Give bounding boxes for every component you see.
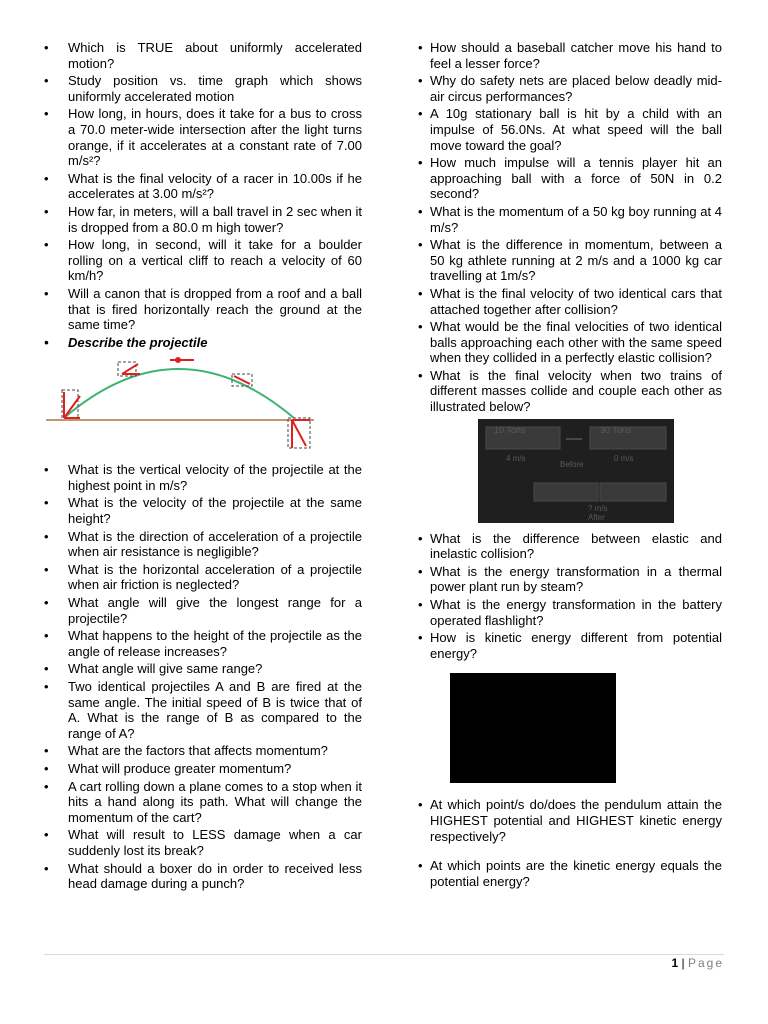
trajectory-arc [64,369,294,418]
question-item: • What are the factors that affects momentum? [44,743,362,759]
right-column [404,40,722,891]
footer-divider [44,954,724,955]
speed-left-label: 4 m/s [506,453,526,463]
projectile-diagram [44,356,316,456]
question-item: • What angle will give same range? [44,661,362,677]
question-item: • What happens to the height of the projectile as the angle of release increases? [44,628,362,659]
question-item: • What is the momentum of a 50 kg boy running at 4 m/s? [418,203,722,235]
speed-right-label: 0 m/s [614,453,634,463]
question-item: • What will result to LESS damage when a car suddenly lost its break? [44,827,362,858]
question-item: • What would be the final velocities of two identical balls approaching each other with the same speed when they collided in a perfectly elastic collision? [418,319,722,366]
question-item: • What is the final velocity of a racer in 10.00s if he accelerates at 3.00 m/s²? [44,171,362,202]
question-item: • What should a boxer do in order to received less head damage during a punch? [44,861,362,892]
question-item: • Which is TRUE about uniformly accelerated motion? [44,40,362,71]
question-list-left-b [44,462,362,891]
page-label: Page [687,956,724,970]
question-item: • What will produce greater momentum? [44,761,362,777]
question-item: • How long, in hours, does it take for a bus to cross a 70.0 meter-wide intersection after the light turns orange, if it accelerates at a constant rate of 7.00 m/s²? [44,106,362,168]
left-column [44,40,362,894]
question-item: • What is the difference in momentum, between a 50 kg athlete running at 2 m/s and a 1000 kg car travelling at 1m/s? [418,237,722,284]
question-item: • Why do safety nets are placed below deadly mid-air circus performances? [418,73,722,104]
question-item: • How much impulse will a tennis player hit an approaching ball with a force of 50N in 0.2 second? [418,155,722,202]
question-list-right-c [404,797,722,889]
question-item: • What is the energy transformation in the battery operated flashlight? [418,597,722,628]
pendulum-figure [450,673,616,783]
question-list-right-b [404,531,722,662]
question-item: • What angle will give the longest range for a projectile? [44,595,362,626]
question-list-left-a [44,40,362,350]
train-collision-figure [478,419,674,523]
page-number: 1 [671,956,679,970]
speed-after-label: ? m/s [588,503,608,513]
question-item: • A cart rolling down a plane comes to a stop when it hits a hand along its path. What will change the momentum of the cart? [44,779,362,826]
question-item: • Study position vs. time graph which shows uniformly accelerated motion [44,73,362,104]
question-item: • How is kinetic energy different from potential energy? [418,630,722,661]
question-list-right-a [404,40,722,415]
question-item: • What is the final velocity when two trains of different masses collide and couple each other as illustrated below? [418,367,722,415]
footer-separator: | [681,956,685,970]
mass-right-label: 30 Tons [600,424,632,435]
after-label: After [588,512,605,522]
question-item: • What is the energy transformation in a thermal power plant run by steam? [418,563,722,595]
question-item: • At which point/s do/does the pendulum attain the HIGHEST potential and HIGHEST kinetic energy respectively? [418,797,722,844]
rising-vectors [118,362,140,376]
question-item: • What is the horizontal acceleration of a projectile when air friction is neglected? [44,562,362,593]
before-label: Before [560,459,584,469]
launch-vectors [62,390,80,418]
question-item: • How far, in meters, will a ball travel in 2 sec when it is dropped from a 80.0 m high tower? [44,204,362,235]
peak-vector [170,358,194,362]
mass-left-label: 10 Tons [494,424,526,435]
question-item: • What is the velocity of the projectile at the same height? [44,495,362,526]
question-item: • What is the direction of acceleration of a projectile when air resistance is negligible? [44,529,362,560]
question-item: • What is the difference between elastic and inelastic collision? [418,530,722,562]
coupled-car-right [600,483,666,501]
question-item: • How should a baseball catcher move his hand to feel a lesser force? [418,40,722,71]
landing-vectors [288,418,310,448]
describe-projectile-heading: • Describe the projectile [44,335,362,351]
question-item: • Two identical projectiles A and B are fired at the same angle. The initial speed of B is twice that of A. What is the range of B as compared to the range of A? [44,679,362,741]
question-item: • At which points are the kinetic energy equals the potential energy? [418,858,722,889]
question-item: • What is the vertical velocity of the projectile at the highest point in m/s? [44,462,362,493]
question-item: • What is the final velocity of two identical cars that attached together after collision? [418,285,722,317]
coupled-car-left [534,483,598,501]
question-item: • A 10g stationary ball is hit by a child with an impulse of 56.0Ns. At what speed will the ball move toward the goal? [418,106,722,153]
page-footer [671,956,724,970]
question-item: • How long, in second, will it take for a boulder rolling on a vertical cliff to reach a velocity of 60 km/h? [44,237,362,284]
question-item: • Will a canon that is dropped from a roof and a ball that is fired horizontally reach the ground at the same time? [44,286,362,333]
